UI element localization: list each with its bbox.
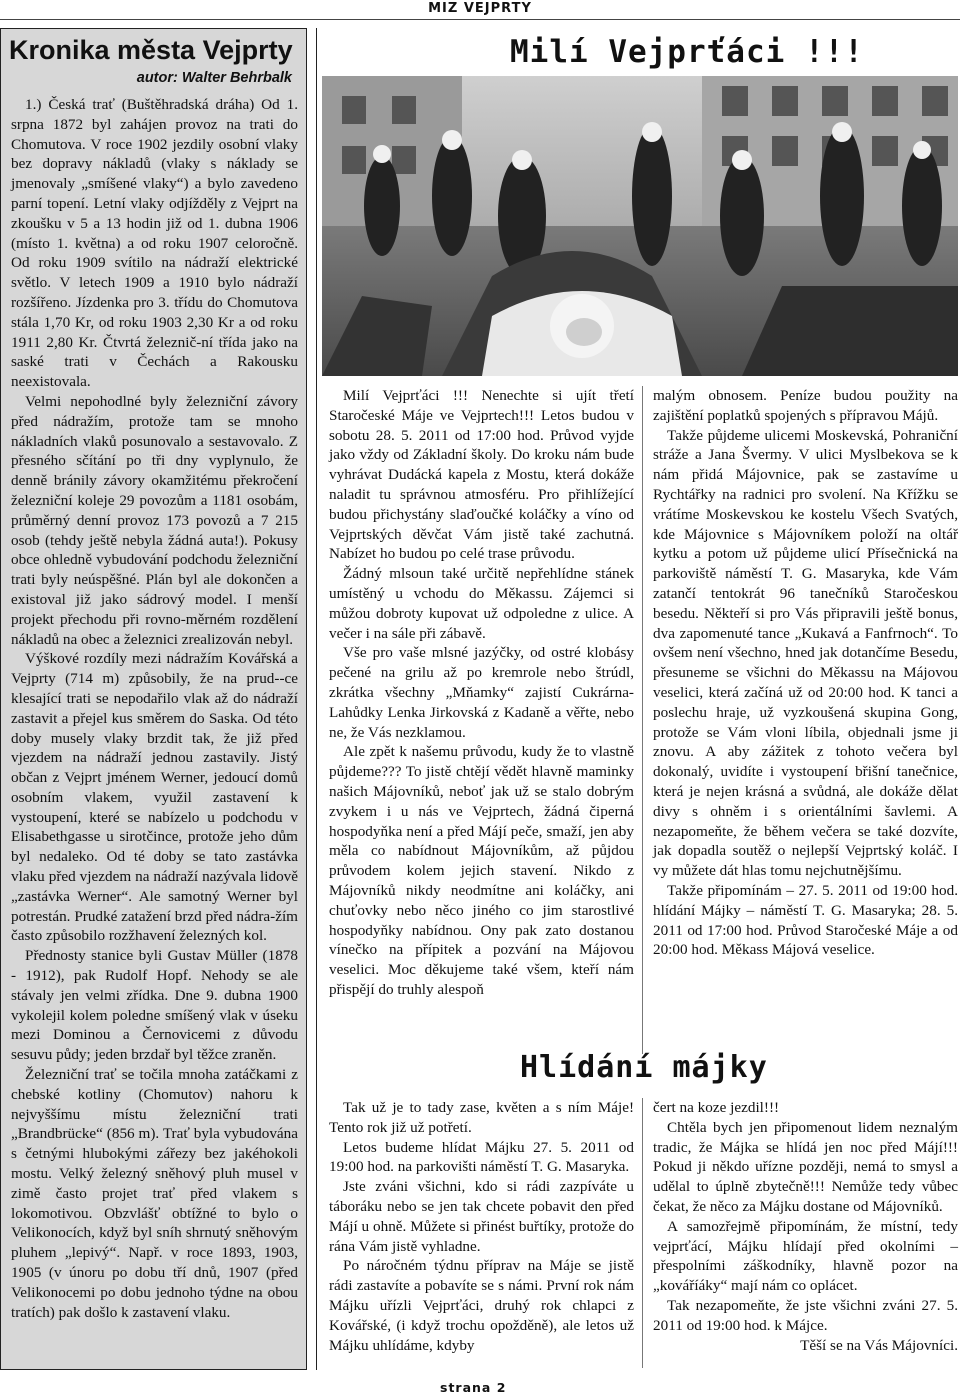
chronicle-paragraph: Přednosty stanice byli Gustav Müller (1878 - 1912), pak Rudolf Hopf. Nehody se ale stávaly jen velmi zřídka. Dne 9. dubna 1900 vykolejil kolem poledne smíšený vlak v úseku mezi Dominou a Černovicemi z důvodu sesuvu půdy; jeden brzdař byl těžce zraněn. [11, 947, 298, 1064]
article2-headline: Hlídání májky [520, 1050, 768, 1085]
page-number: strana 2 [440, 1380, 507, 1395]
article2-paragraph: Letos budeme hlídat Májku 27. 5. 2011 od 19:00 hod. na parkovišti náměstí T. G. Masaryka. [329, 1138, 634, 1176]
article1-column-2 [653, 386, 958, 960]
majove-photo [322, 76, 958, 376]
article2-paragraph: A samozřejmě připomínám, že místní, tedy vejprťácí, Májku hlídají před okolními – přespolními záškodníky, hlavně pozor na „kováříáky“ mají nám co oplácet. [653, 1217, 958, 1295]
article1-paragraph: Žádný mlsoun také určitě nepřehlídne stánek umístěný u vchodu do Měkassu. Zájemci si můžou dobroty kupovat už odpoledne z ulice. A večer i na sále při zábavě. [329, 565, 634, 642]
article2-paragraph: čert na koze jezdil!!! [653, 1099, 780, 1116]
article2-paragraph: Tak už je to tady zase, květen a s ním Máje! Tento rok již už potřetí. [329, 1099, 634, 1136]
article-headline: Milí Vejprťáci !!! [510, 34, 864, 70]
article1-paragraph: Milí Vejprťáci !!! Nenechte si ujít třetí Staročeské Máje ve Vejprtech!!! Letos budou v sobotu 28. 5. 2011 od 17:00 hod. Průvod vyjde jako vždy od Základní školy. Do kroku nám bude vyhrávat Dudácká kapela z Mostu, která dokáže naladit tu správnou atmosféru. Pro přihlížející budou přichystány slaďoučké koláčky a víno od Vejprtských děvčat Vám jistě také zachutná. Nabízet ho budou po celé trase průvodu. [329, 387, 634, 563]
article2-column-2 [653, 1098, 958, 1355]
article1-paragraph: Vše pro vaše mlsné jazýčky, od ostré klobásy pečené na grilu až po kremrole nebo štrúdl, zkrátka všechny „Mňamky“ zajistí Cukrárna- Lahůdky Lenka Jirkovská z Kadaně a věřte, nebo ne, že Vás nezklamou. [329, 644, 634, 741]
chronicle-paragraph: Železniční trať se točila mnoha zatáčkami z chebské kotliny (Chomutov) nahoru k nejvyššímu místu železniční trati „Brandbrücke“ (856 m). Trať byla vybudována s četnými hlubokými zářezy bez jakéhokoli mostu. Velký železný sněhový pluh musel v zimě často projet trať před vlakem s lokomotivou. Obzvlášť obtížné to bylo o Velikonocích, když byl sníh shrnutý sněhovým pluhem „lepivý“. Např. v roce 1893, 1903, 1905 (v únoru po dobu tří dnů, 1907 (před Velikonocemi po dobu jednoho týdne na obou tratích) pak došlo k zastavení vlaku. [11, 1066, 298, 1321]
chronicle-author: autor: Walter Behrbalk [136, 70, 292, 86]
article1-paragraph: Ale zpět k našemu průvodu, kudy že to vlastně půjdeme??? To jistě chtějí vědět hlavně maminky našich Májovníků, neboť jak už se stalo dobrým zvykem i u nás ve Vejprtech, žádná čiperná hospodyňka není a před Májí peče, smaží, jen aby měla co nabídnout Májovníkům, až půjdou průvodem kolem jejich stavení. Nikdo z Májovníků nikdy neodmítne ani koláčky, ani chuťovky nebo něco jiného co jim starostlivé hospodyňky nabídnou. Ony pak zato dostanou vínečko na přípitek a pozvání na Májovou veselici. Moc děkujeme také všem, kteří nám přispějí do truhly alespoň [329, 743, 634, 998]
chronicle-box [0, 28, 307, 1370]
article2-column-1 [329, 1098, 634, 1355]
chronicle-paragraph: Výškové rozdíly mezi nádražím Kovářská a Vejprty (714 m) způsobily, že na prud--ce klesající trati se nepodařilo vlak až do nádraží zastavit a přejel kus směrem do Saska. Od této doby musely vlaky brzdit tak, že již před vjezdem na nádraží jednou zastavily. Jistý občan z Vejprt jménem Werner, jedoucí domů osobním vlakem, využil zastavení k vystoupení, které se nabízelo u podchodu v Elisabethgasse u sirotčince, protože jeho dům byl nedaleko. Od té doby se tato zastávka vlaku před vjezdem na nádraží nazývala lidově „zastávka Werner“. Ale samotný Werner byl potrestán. Prudké zatažení brzd před nádra-žím často způsobilo rozžhavení železných kol. [11, 650, 298, 945]
article2-paragraph: Chtěla bych jen připomenout lidem neznalým tradic, že Májka se hlídá jen noc před Májí!!! Pokud ji někdo uřízne později, nemá to smysl a udělal to úplně zbytečně!!! Nemůže tedy vůbec čekat, že něco za Májku dostane od Májovníků. [653, 1118, 958, 1215]
chronicle-paragraph: 1.) Česká trať (Buštěhradská dráha) Od 1. srpna 1872 byl zahájen provoz na trati do Chomutova. V roce 1902 jezdily osobní vlaky bez dopravy nákladů (vlaky s náklady se jmenovaly „smíšené vlaky“) a bylo zavedeno parní topení. Letní vlaky odjížděly z Vejprt na zkoušku v 5 a 13 hodin již od 1. dubna 1906 (místo 1. května) a od roku 1907 celoročně. Od roku 1909 svítilo na nádraží elektrické světlo. V letech 1909 a 1910 bylo nádraží rozšířeno. Jízdenka pro 3. třídu do Chomutova stála 1,70 Kr, od roku 1903 2,30 Kr a od roku 1911 2,80 Kr. Čtvrtá železnič-ní třída jako na saské trati v Čechách a Rakousku neexistovala. [11, 96, 298, 391]
page-header: MIZ VEJPRTY [428, 1, 532, 16]
article1-paragraph: Takže půjdeme ulicemi Moskevská, Pohraniční stráže a Jana Švermy. V ulici Myslbekova se k nám přidá Májovnice, pak se zastavíme u Rychtářky na radnici pro svolení. Na Křížku se vrátíme Moskevskou ke kostelu Všech Svatých, kde Májovnice s Májovníkem položí na oltář kytku a potom už půjdeme ulicí Přísečnická na parkoviště náměstí T. G. Masaryka, kde Vám zatančí tentokrát 96 tanečníků Staročeskou besedu. Někteří si pro Vás připravili ještě bonus, dva zapomenuté tance „Kukavá a Fanfrnoch“. To ovšem není všechno, hned jak dotančíme Besedu, přesuneme se všichni do Měkassu na Májovou veselici, která začíná už od 20:00 hod. K tanci a poslechu hraje, už vyzkoušená skupina Gong, protože se Vám vloni líbila, objednali jsme ji znovu. A aby zážitek z tohoto večera byl dokonalý, uvidíte i vystoupení břišní tanečnice, která je nejen krásná a svůdná, ale dokáže dělat divy s ohněm i s orientálními šavlemi. A nezapomeňte, že během večera se také dozvíte, jak dopadla soutěž o nejlepší Vejprtský koláč. I vy můžete dát hlas tomu nejchutnějšímu. [653, 426, 958, 880]
article1-paragraph: Takže připomínám – 27. 5. 2011 od 19:00 hod. hlídání Májky – náměstí T. G. Masaryka; 28. 5. 2011 od 17:00 hod. Průvod Staročeské Máje a od 20:00 hod. Měkass Májová veselice. [653, 881, 958, 959]
column-divider [642, 1098, 643, 1368]
article1-column-1 [329, 386, 634, 1000]
article2-paragraph: Jste zváni všichni, kdo si rádi zazpíváte u táboráku nebo se jen tak chcete pobavit den před Májí u ohně. Můžete si přinést buřtíky, protože do rána Vám jistě vyhladne. [329, 1178, 634, 1255]
article2-signature: Těší se na Vás Májovníci. [800, 1336, 958, 1354]
column-divider [642, 386, 643, 1054]
article1-paragraph: malým obnosem. Peníze budou použity na zajištění poplatků spojených s přípravou Májů. [653, 387, 958, 424]
article2-paragraph: Po náročném týdnu příprav na Máje se jistě rádi zastavíte a pobavíte se s námi. První rok nám Májku uřízli Vejprťáci, druhý rok chlapci z Kovářské, (i když trochu opožděně), ale letos už Májku uhlídáme, kdyby [329, 1257, 634, 1354]
chronicle-title: Kronika města Vejprty [9, 35, 293, 65]
chronicle-body [11, 95, 298, 1322]
photo-image [322, 76, 958, 376]
column-divider [316, 28, 317, 1370]
header-divider [0, 19, 960, 20]
chronicle-paragraph: Velmi nepohodlné byly železniční závory před nádražím, protože tam se mnoho nákladních vlaků posunovalo a sestavovalo. Z přesného sčítání po tři dny vyplynulo, že denně bránily závory okamžitému překročení železniční koleje 29 povozům a 1181 osobám, průměrný denní provoz 173 povozů a 7 215 osob (tehdy ještě nebyla žádná auta!). Pokusy obce ohledně vybudování podchodu železniční trati byly neúspěšné. Plán byl ale dokončen a existoval již jako sádrový model. I menší projekt přechodu při rovno-měrném rozdělení nákladů na obec a železnici zrealizován nebyl. [11, 392, 298, 648]
article2-paragraph: Tak nezapomeňte, že jste všichni zváni 27. 5. 2011 od 19:00 hod. k Májce. [653, 1296, 958, 1334]
